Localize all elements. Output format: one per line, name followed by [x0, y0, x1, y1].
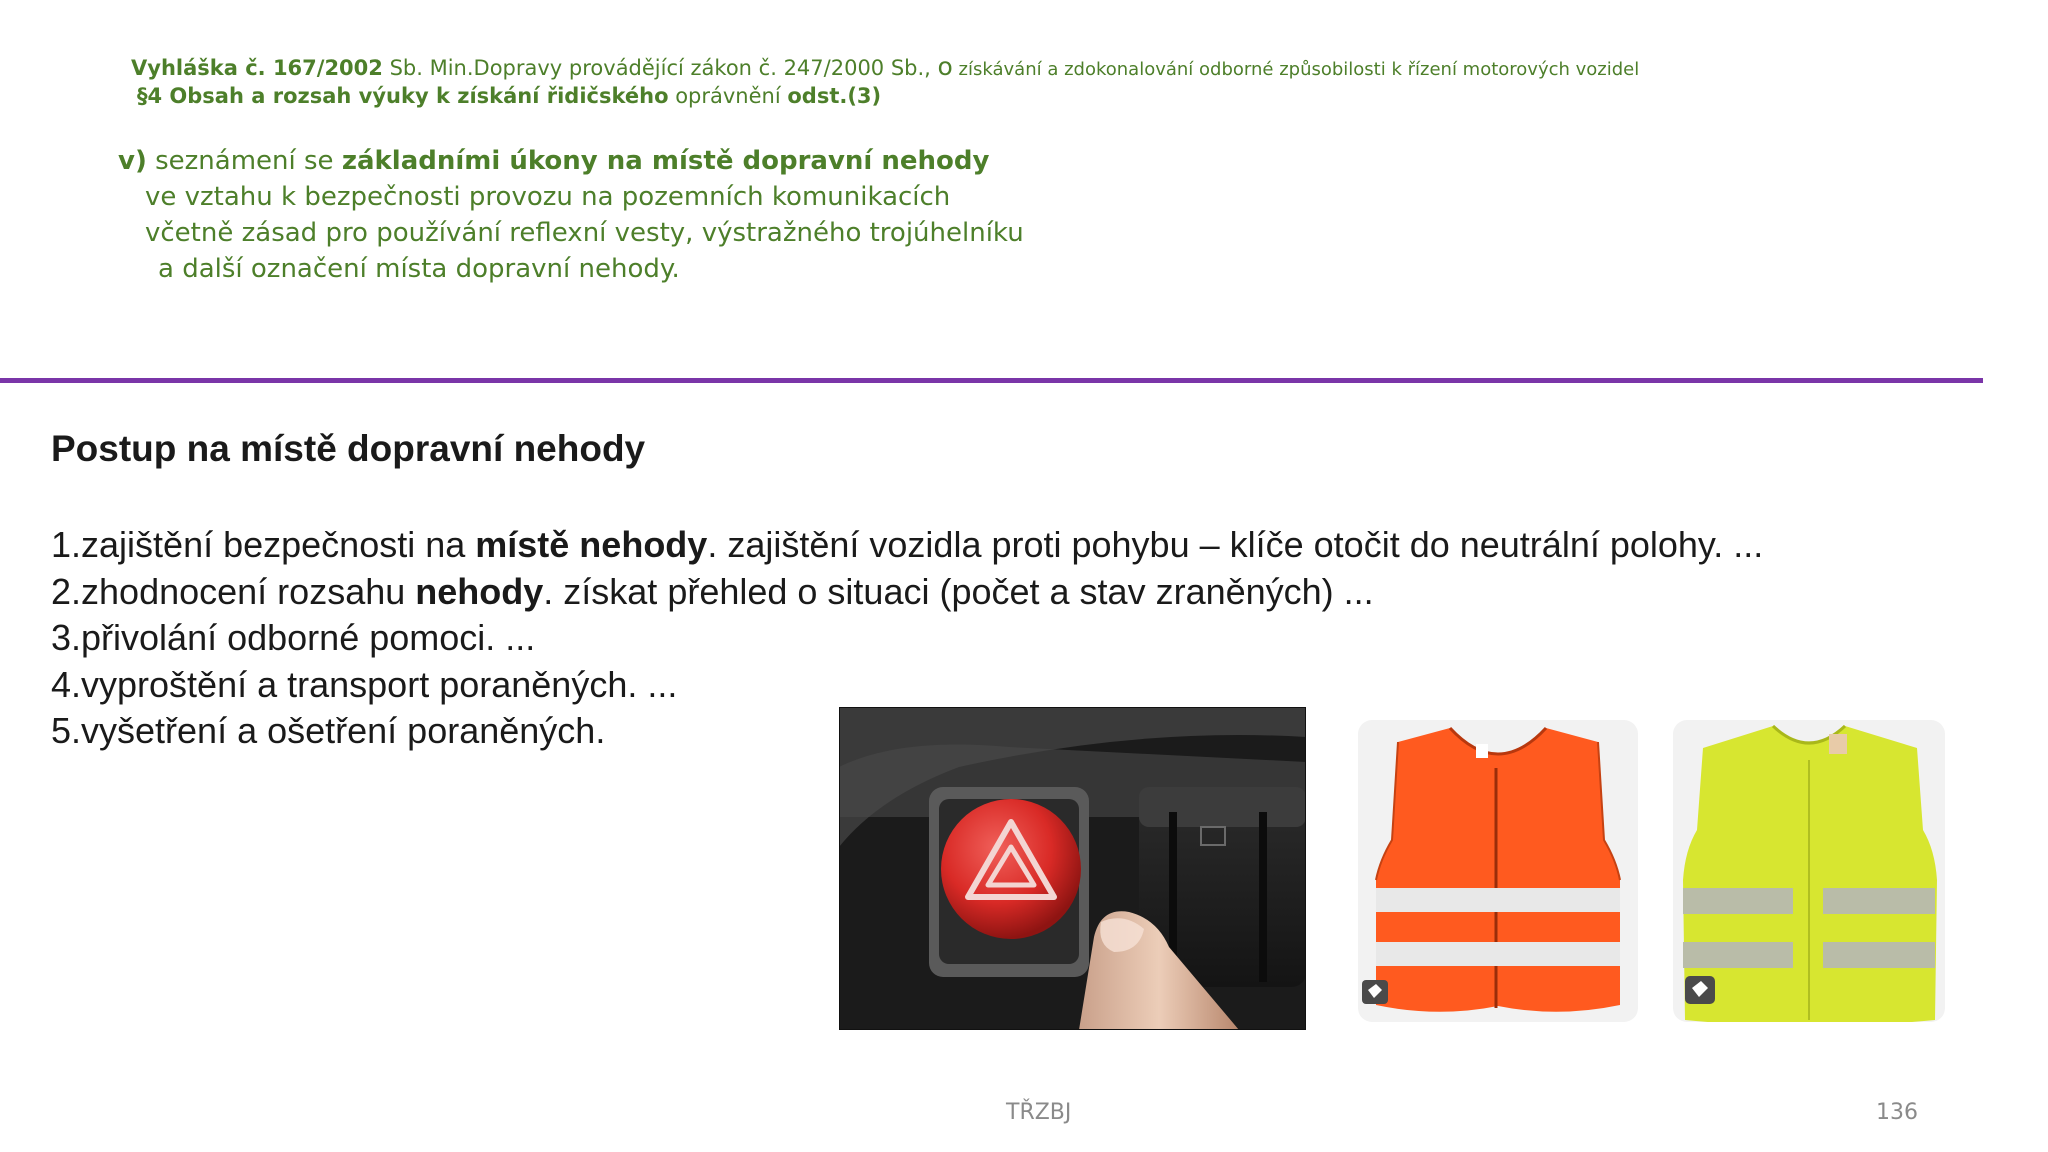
paragraph-line-4: a další označení místa dopravní nehody. — [158, 254, 680, 284]
regulation-header — [131, 52, 1639, 81]
section-reference-mid: oprávnění — [668, 84, 788, 108]
regulation-text: Sb. Min.Dopravy provádějící zákon č. 247/2000 Sb., — [382, 56, 938, 80]
step-text-end: . získat přehled o situaci (počet a stav zraněných) ... — [543, 570, 1374, 612]
step-text: 1.zajištění bezpečnosti na — [51, 524, 476, 565]
step-text: 2.zhodnocení rozsahu — [51, 570, 416, 612]
section-reference — [137, 84, 881, 108]
regulation-o: o — [937, 52, 953, 81]
paragraph-v — [118, 143, 1024, 287]
footer-label: TŘZBJ — [1006, 1100, 1072, 1125]
step-text: 5.vyšetření a ošetření poraněných. — [51, 710, 606, 751]
page-number: 136 — [1876, 1100, 1918, 1125]
paragraph-letter: v) — [118, 146, 147, 176]
step-item — [51, 569, 1763, 616]
step-text: 3.přivolání odborné pomoci. ... — [51, 617, 536, 658]
step-item — [51, 522, 1763, 569]
step-item — [51, 615, 1763, 662]
section-title: Postup na místě dopravní nehody — [51, 428, 646, 469]
paragraph-line-2: ve vztahu k bezpečnosti provozu na pozemních komunikacích — [145, 182, 951, 212]
section-divider — [0, 378, 1983, 383]
section-reference-end: odst.(3) — [787, 84, 882, 108]
step-bold: nehody — [415, 570, 544, 612]
paragraph-line-1 — [118, 143, 1024, 179]
section-reference-bold: §4 Obsah a rozsah výuky k získání řidičského — [137, 84, 669, 108]
paragraph-line-1-text: seznámení se — [146, 146, 342, 176]
step-text: 4.vyproštění a transport poraněných. ... — [51, 663, 678, 705]
paragraph-line-1-bold: základními úkony na místě dopravní nehody — [341, 146, 990, 176]
step-item — [51, 662, 1763, 709]
regulation-subject: získávání a zdokonalování odborné způsobilosti k řízení motorových vozidel — [952, 59, 1640, 80]
orange-vest-image — [1358, 720, 1638, 1022]
regulation-number: Vyhláška č. 167/2002 — [131, 56, 383, 80]
paragraph-line-3: včetně zásad pro používání reflexní vesty, výstražného trojúhelníku — [145, 218, 1024, 248]
yellow-vest-image — [1673, 720, 1945, 1022]
step-bold: místě nehody — [475, 524, 708, 565]
step-text-end: . zajištění vozidla proti pohybu – klíče otočit do neutrální polohy. ... — [707, 524, 1764, 565]
hazard-button-image — [839, 707, 1306, 1030]
